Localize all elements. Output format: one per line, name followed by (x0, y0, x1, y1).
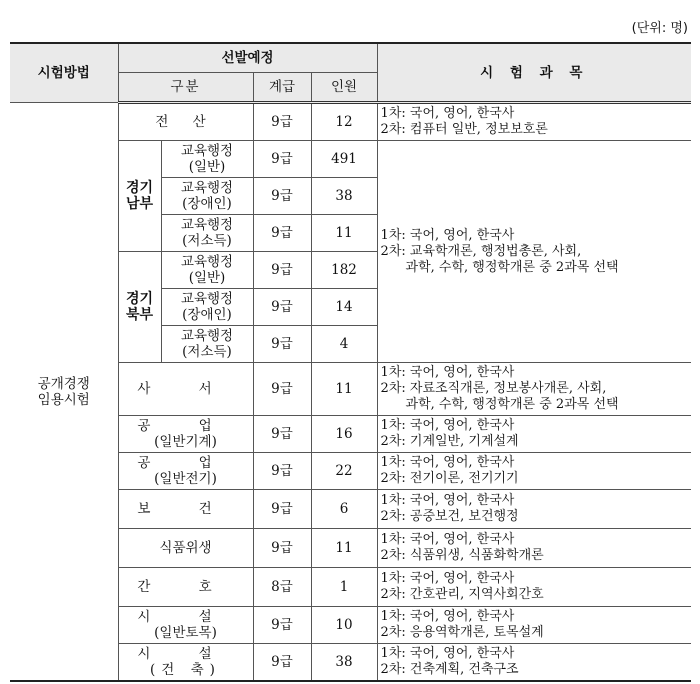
header-subjects: 시 험 과 목 (377, 43, 691, 103)
grade-cell: 9급 (253, 453, 311, 490)
grade-cell: 9급 (253, 607, 311, 644)
subjects-cell: 1차: 국어, 영어, 한국사 2차: 자료조직개론, 정보봉사개론, 사회, 과학, 수학, 행정학개론 중 2과목 선택 (377, 363, 691, 416)
subjects-cell: 1차: 국어, 영어, 한국사 2차: 공중보건, 보건행정 (377, 490, 691, 529)
grade-cell: 9급 (253, 529, 311, 568)
count-cell: 182 (311, 252, 377, 289)
subjects-cell: 1차: 국어, 영어, 한국사 2차: 응용역학개론, 토목설계 (377, 607, 691, 644)
category-cell: 교육행정 (장애인) (161, 289, 253, 326)
header-method: 시험방법 (10, 43, 118, 103)
count-cell: 38 (311, 644, 377, 682)
subjects-cell: 1차: 국어, 영어, 한국사 2차: 컴퓨터 일반, 정보보호론 (377, 103, 691, 141)
region-north: 경기 북부 (118, 252, 161, 363)
category-cell: 사 서 (118, 363, 253, 416)
header-selection: 선발예정 (118, 43, 377, 73)
category-cell: 전 산 (118, 103, 253, 141)
category-cell: 시 설 (일반토목) (118, 607, 253, 644)
grade-cell: 9급 (253, 103, 311, 141)
grade-cell: 9급 (253, 490, 311, 529)
region-south: 경기 남부 (118, 141, 161, 252)
subjects-cell-edu-admin: 1차: 국어, 영어, 한국사 2차: 교육학개론, 행정법총론, 사회, 과학, 수학, 행정학개론 중 2과목 선택 (377, 141, 691, 363)
subjects-cell: 1차: 국어, 영어, 한국사 2차: 기계일반, 기계설계 (377, 416, 691, 453)
grade-cell: 9급 (253, 644, 311, 682)
count-cell: 10 (311, 607, 377, 644)
grade-cell: 9급 (253, 178, 311, 215)
category-cell: 시 설 (건 축) (118, 644, 253, 682)
subjects-cell: 1차: 국어, 영어, 한국사 2차: 간호관리, 지역사회간호 (377, 568, 691, 607)
category-cell: 식품위생 (118, 529, 253, 568)
count-cell: 11 (311, 215, 377, 252)
exam-schedule-table (10, 42, 691, 682)
header-count: 인원 (311, 73, 377, 103)
count-cell: 16 (311, 416, 377, 453)
count-cell: 38 (311, 178, 377, 215)
count-cell: 6 (311, 490, 377, 529)
header-grade: 계급 (253, 73, 311, 103)
table-row (10, 103, 691, 141)
unit-label: (단위: 명) (631, 21, 688, 36)
category-cell: 공 업 (일반전기) (118, 453, 253, 490)
count-cell: 12 (311, 103, 377, 141)
subjects-cell: 1차: 국어, 영어, 한국사 2차: 건축계획, 건축구조 (377, 644, 691, 682)
category-cell: 교육행정 (일반) (161, 141, 253, 178)
header-row-1 (10, 43, 691, 73)
grade-cell: 9급 (253, 252, 311, 289)
grade-cell: 9급 (253, 141, 311, 178)
subjects-cell: 1차: 국어, 영어, 한국사 2차: 식품위생, 식품화학개론 (377, 529, 691, 568)
subjects-cell: 1차: 국어, 영어, 한국사 2차: 전기이론, 전기기기 (377, 453, 691, 490)
grade-cell: 9급 (253, 215, 311, 252)
count-cell: 22 (311, 453, 377, 490)
count-cell: 4 (311, 326, 377, 363)
count-cell: 491 (311, 141, 377, 178)
category-cell: 보 건 (118, 490, 253, 529)
count-cell: 14 (311, 289, 377, 326)
category-cell: 공 업 (일반기계) (118, 416, 253, 453)
category-cell: 간 호 (118, 568, 253, 607)
category-cell: 교육행정 (일반) (161, 252, 253, 289)
count-cell: 11 (311, 363, 377, 416)
grade-cell: 9급 (253, 416, 311, 453)
method-cell: 공개경쟁 임용시험 (10, 103, 118, 682)
header-category: 구분 (118, 73, 253, 103)
grade-cell: 9급 (253, 289, 311, 326)
grade-cell: 8급 (253, 568, 311, 607)
count-cell: 1 (311, 568, 377, 607)
grade-cell: 9급 (253, 326, 311, 363)
category-cell: 교육행정 (장애인) (161, 178, 253, 215)
count-cell: 11 (311, 529, 377, 568)
grade-cell: 9급 (253, 363, 311, 416)
category-cell: 교육행정 (저소득) (161, 215, 253, 252)
category-cell: 교육행정 (저소득) (161, 326, 253, 363)
